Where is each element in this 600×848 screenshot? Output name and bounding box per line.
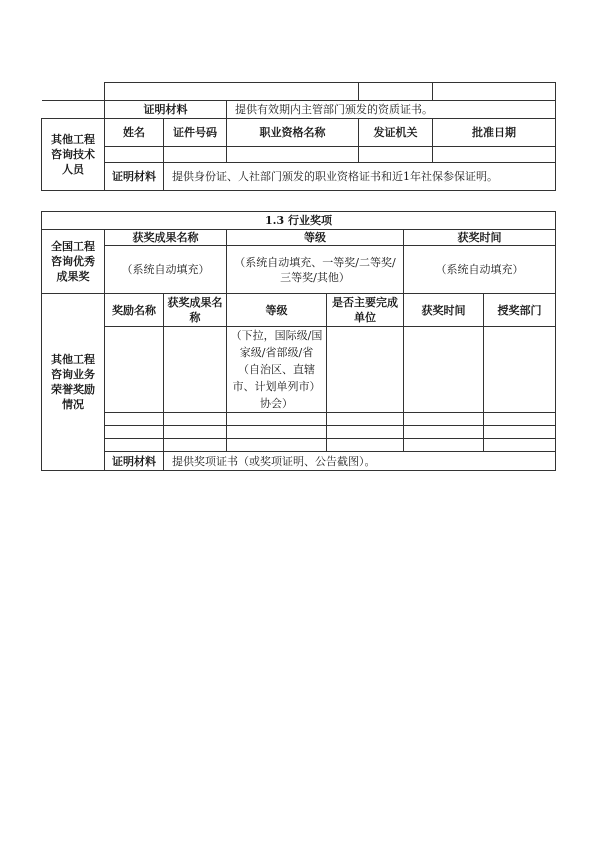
national-name-value: （系统自动填充） [105,246,227,294]
staff-evidence-text: 提供身份证、人社部门颁发的职业资格证书和近1年社保参保证明。 [164,163,556,191]
header-level: 等级 [227,230,404,246]
blank-cell[interactable] [105,439,164,452]
other-evidence-text: 提供奖项证书（或奖项证明、公告截图）。 [164,452,556,471]
header-award-name: 奖励名称 [105,294,164,327]
blank-cell[interactable] [227,413,327,426]
header-id-number: 证件号码 [164,119,227,147]
blank-cell[interactable] [227,439,327,452]
main-unit-cell[interactable] [327,327,404,413]
national-level-value: （系统自动填充、一等奖/二等奖/三等奖/其他） [227,246,404,294]
evidence-text: 提供有效期内主管部门颁发的资质证书。 [227,101,556,119]
header-awarding-dept: 授奖部门 [484,294,556,327]
awarding-dept-cell[interactable] [484,327,556,413]
staff-id-cell[interactable] [164,147,227,163]
blank-cell[interactable] [484,426,556,439]
national-award-label: 全国工程咨询优秀成果奖 [42,230,105,294]
technical-staff-table [41,82,556,191]
staff-qualification-cell[interactable] [227,147,359,163]
header-qualification: 职业资格名称 [227,119,359,147]
achievement-cell[interactable] [164,327,227,413]
national-time-value: （系统自动填充） [404,246,556,294]
blank-cell[interactable] [327,413,404,426]
header-approval-date: 批准日期 [433,119,556,147]
evidence-label: 证明材料 [105,101,227,119]
blank-cell[interactable] [327,426,404,439]
blank-cell [105,83,359,101]
other-staff-label: 其他工程咨询技术人员 [42,119,105,191]
blank-cell[interactable] [164,426,227,439]
blank-cell [359,83,433,101]
blank-cell[interactable] [164,439,227,452]
blank-cell[interactable] [404,413,484,426]
blank-cell [42,83,105,101]
blank-cell[interactable] [227,426,327,439]
header-other-time: 获奖时间 [404,294,484,327]
other-evidence-label: 证明材料 [105,452,164,471]
blank-cell[interactable] [105,413,164,426]
blank-cell[interactable] [164,413,227,426]
staff-name-cell[interactable] [105,147,164,163]
blank-cell[interactable] [327,439,404,452]
blank-cell[interactable] [404,426,484,439]
header-achievement-name: 获奖成果名称 [105,230,227,246]
blank-cell [433,83,556,101]
blank-cell[interactable] [105,426,164,439]
award-time-cell[interactable] [404,327,484,413]
header-other-level: 等级 [227,294,327,327]
other-award-label: 其他工程咨询业务荣誉奖励情况 [42,294,105,471]
header-issuer: 发证机关 [359,119,433,147]
section-title: 1.3 行业奖项 [42,212,556,230]
header-main-unit: 是否主要完成单位 [327,294,404,327]
level-dropdown[interactable]: （下拉，国际级/国家级/省部级/省（自治区、直辖市、计划单列市）协会） [227,327,327,413]
blank-cell [42,101,105,119]
staff-evidence-label: 证明材料 [105,163,164,191]
staff-issuer-cell[interactable] [359,147,433,163]
blank-cell[interactable] [484,439,556,452]
blank-cell[interactable] [484,413,556,426]
header-name: 姓名 [105,119,164,147]
award-name-cell[interactable] [105,327,164,413]
blank-cell[interactable] [404,439,484,452]
staff-date-cell[interactable] [433,147,556,163]
awards-table [41,211,556,471]
header-award-time: 获奖时间 [404,230,556,246]
header-achievement: 获奖成果名称 [164,294,227,327]
